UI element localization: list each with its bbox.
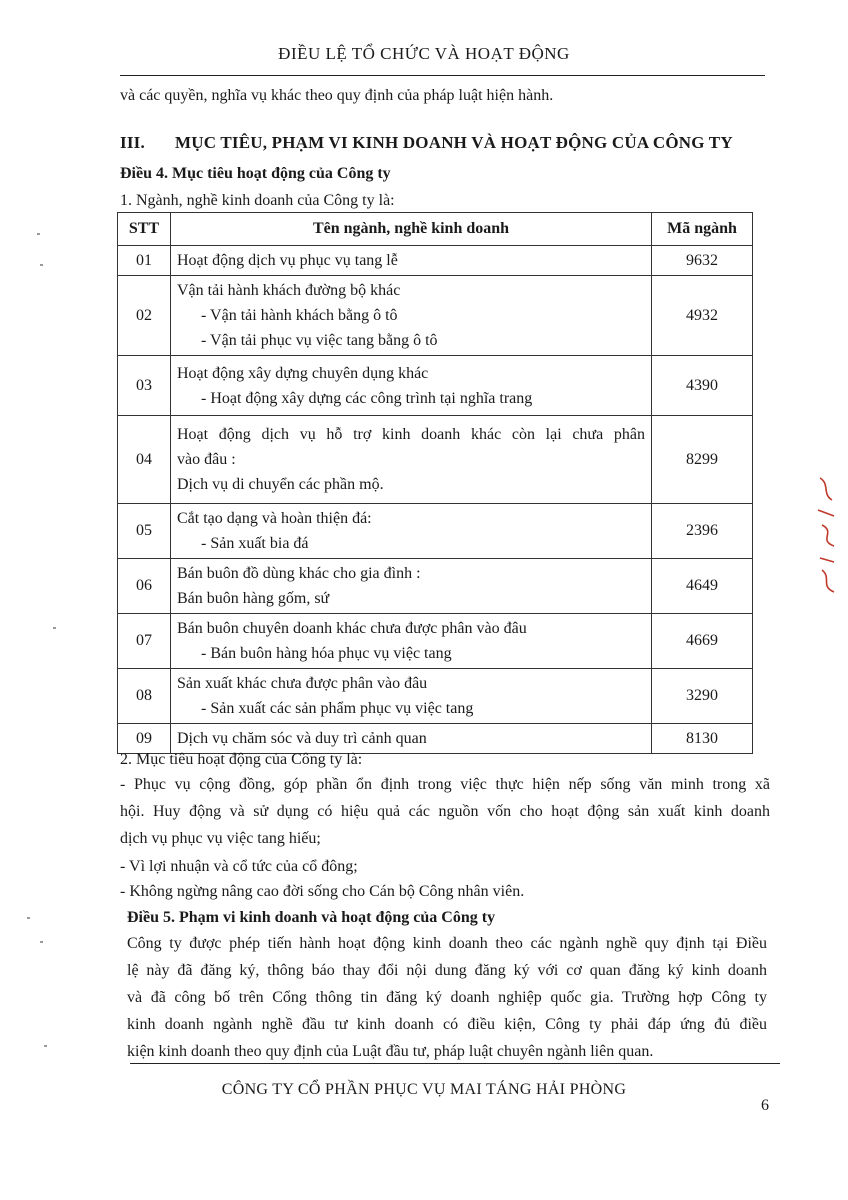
cell-code: 8299: [652, 416, 753, 504]
bullet-3: - Không ngừng nâng cao đời sống cho Cán bộ Công nhân viên.: [120, 883, 525, 900]
bullet-2: - Vì lợi nhuận và cổ tức của cổ đông;: [120, 858, 358, 875]
scan-speck: [53, 627, 56, 629]
paragraph-line: và đã công bố trên Cổng thông tin đăng ký doanh nghiệp quốc gia. Trường hợp Công ty: [127, 989, 767, 1006]
intro-line: và các quyền, nghĩa vụ khác theo quy định của pháp luật hiện hành.: [120, 87, 554, 104]
cell-code: 8130: [652, 724, 753, 754]
cell-line: - Vận tải hành khách bằng ô tô: [201, 307, 398, 324]
cell-line: - Sản xuất các sản phẩm phục vụ việc tang: [201, 700, 474, 717]
footer-rule: [130, 1063, 780, 1064]
page-number: 6: [761, 1097, 769, 1114]
scan-speck: [27, 917, 30, 919]
table-row: [118, 614, 753, 669]
cell-code: 9632: [652, 246, 753, 276]
column-header-stt: STT: [118, 213, 171, 246]
paragraph-line: dịch vụ phục vụ việc tang hiếu;: [120, 830, 321, 847]
cell-code: 3290: [652, 669, 753, 724]
paragraph-line: kiện kinh doanh theo quy định của Luật đầu tư, pháp luật chuyên ngành liên quan.: [127, 1043, 654, 1060]
cell-business-name: [171, 669, 652, 724]
scan-speck: [37, 233, 40, 235]
cell-business-name: [171, 614, 652, 669]
document-header-title: ĐIỀU LỆ TỔ CHỨC VÀ HOẠT ĐỘNG: [278, 44, 570, 63]
cell-business-name: [171, 276, 652, 356]
table-row: [118, 246, 753, 276]
cell-line: Hoạt động dịch vụ hỗ trợ kinh doanh khác còn lại chưa phân: [177, 426, 645, 443]
column-header-code: Mã ngành: [652, 213, 753, 246]
bullet-1-paragraph: [120, 771, 770, 852]
footer-company-name: CÔNG TY CỔ PHẦN PHỤC VỤ MAI TÁNG HẢI PHÒNG: [221, 1081, 627, 1098]
cell-business-name: [171, 356, 652, 416]
cell-code: 2396: [652, 504, 753, 559]
cell-business-name: [171, 559, 652, 614]
table-row: [118, 416, 753, 504]
margin-handwriting-mark: [812, 470, 842, 600]
paragraph-line: - Phục vụ cộng đồng, góp phần ổn định trong việc thực hiện nếp sống văn minh trong xã: [120, 776, 770, 793]
cell-code: 4390: [652, 356, 753, 416]
cell-stt: 04: [118, 416, 171, 504]
cell-line: Bán buôn chuyên doanh khác chưa được phân vào đâu: [177, 620, 527, 637]
cell-business-name: [171, 246, 652, 276]
table-row: [118, 724, 753, 754]
section-title: MỤC TIÊU, PHẠM VI KINH DOANH VÀ HOẠT ĐỘNG CỦA CÔNG TY: [175, 133, 733, 152]
cell-line: Cắt tạo dạng và hoàn thiện đá:: [177, 510, 372, 527]
cell-stt: 06: [118, 559, 171, 614]
business-lines-table: [117, 212, 753, 754]
item-1-intro: 1. Ngành, nghề kinh doanh của Công ty là:: [120, 192, 395, 209]
cell-line: - Sản xuất bia đá: [201, 535, 309, 552]
header-rule: [120, 75, 765, 76]
article-5-paragraph: [127, 930, 767, 1065]
table-header-row: [118, 213, 753, 246]
table-row: [118, 356, 753, 416]
paragraph-line: hội. Huy động và sử dụng có hiệu quả các nguồn vốn cho hoạt động sản xuất kinh doanh: [120, 803, 770, 820]
cell-code: 4932: [652, 276, 753, 356]
table-row: [118, 504, 753, 559]
cell-stt: 08: [118, 669, 171, 724]
cell-line: Dịch vụ di chuyển các phần mộ.: [177, 476, 384, 493]
cell-line: Hoạt động dịch vụ phục vụ tang lễ: [177, 252, 398, 269]
cell-line: Bán buôn hàng gốm, sứ: [177, 590, 330, 607]
cell-line: Hoạt động xây dựng chuyên dụng khác: [177, 364, 429, 382]
section-number: III.: [120, 133, 145, 152]
paragraph-line: lệ này đã đăng ký, thông báo thay đổi nội dung đăng ký với cơ quan đăng ký kinh doanh: [127, 962, 767, 979]
article-5-title: Điều 5. Phạm vi kinh doanh và hoạt động của Công ty: [127, 909, 496, 926]
cell-stt: 02: [118, 276, 171, 356]
cell-stt: 07: [118, 614, 171, 669]
cell-line: - Bán buôn hàng hóa phục vụ việc tang: [201, 645, 452, 662]
cell-business-name: [171, 724, 652, 754]
cell-line: - Vận tải phục vụ việc tang bằng ô tô: [201, 332, 438, 349]
column-header-name: Tên ngành, nghề kinh doanh: [171, 213, 652, 246]
article-4-title: Điều 4. Mục tiêu hoạt động của Công ty: [120, 165, 391, 182]
table-body: [118, 246, 753, 754]
cell-line: vào đâu :: [177, 451, 236, 468]
paragraph-line: kinh doanh ngành nghề đầu tư kinh doanh có điều kiện, Công ty phải đáp ứng đủ điều: [127, 1016, 767, 1033]
table-row: [118, 669, 753, 724]
cell-line: Vận tải hành khách đường bộ khác: [177, 282, 401, 299]
cell-code: 4669: [652, 614, 753, 669]
cell-stt: 05: [118, 504, 171, 559]
scan-speck: [40, 941, 43, 943]
cell-line: Sản xuất khác chưa được phân vào đâu: [177, 675, 428, 692]
cell-business-name: [171, 416, 652, 504]
scan-speck: [44, 1045, 47, 1047]
item-2-intro: 2. Mục tiêu hoạt động của Công ty là:: [120, 751, 363, 768]
cell-stt: 03: [118, 356, 171, 416]
table-row: [118, 559, 753, 614]
paragraph-line: Công ty được phép tiến hành hoạt động kinh doanh theo các ngành nghề quy định tại Điều: [127, 935, 767, 952]
cell-stt: 01: [118, 246, 171, 276]
cell-stt: 09: [118, 724, 171, 754]
table-row: [118, 276, 753, 356]
section-heading: [120, 133, 733, 153]
scan-speck: [40, 264, 43, 266]
cell-line: Dịch vụ chăm sóc và duy trì cảnh quan: [177, 730, 427, 747]
cell-line: - Hoạt động xây dựng các công trình tại nghĩa trang: [201, 389, 533, 407]
cell-business-name: [171, 504, 652, 559]
cell-code: 4649: [652, 559, 753, 614]
cell-line: Bán buôn đồ dùng khác cho gia đình :: [177, 565, 421, 582]
